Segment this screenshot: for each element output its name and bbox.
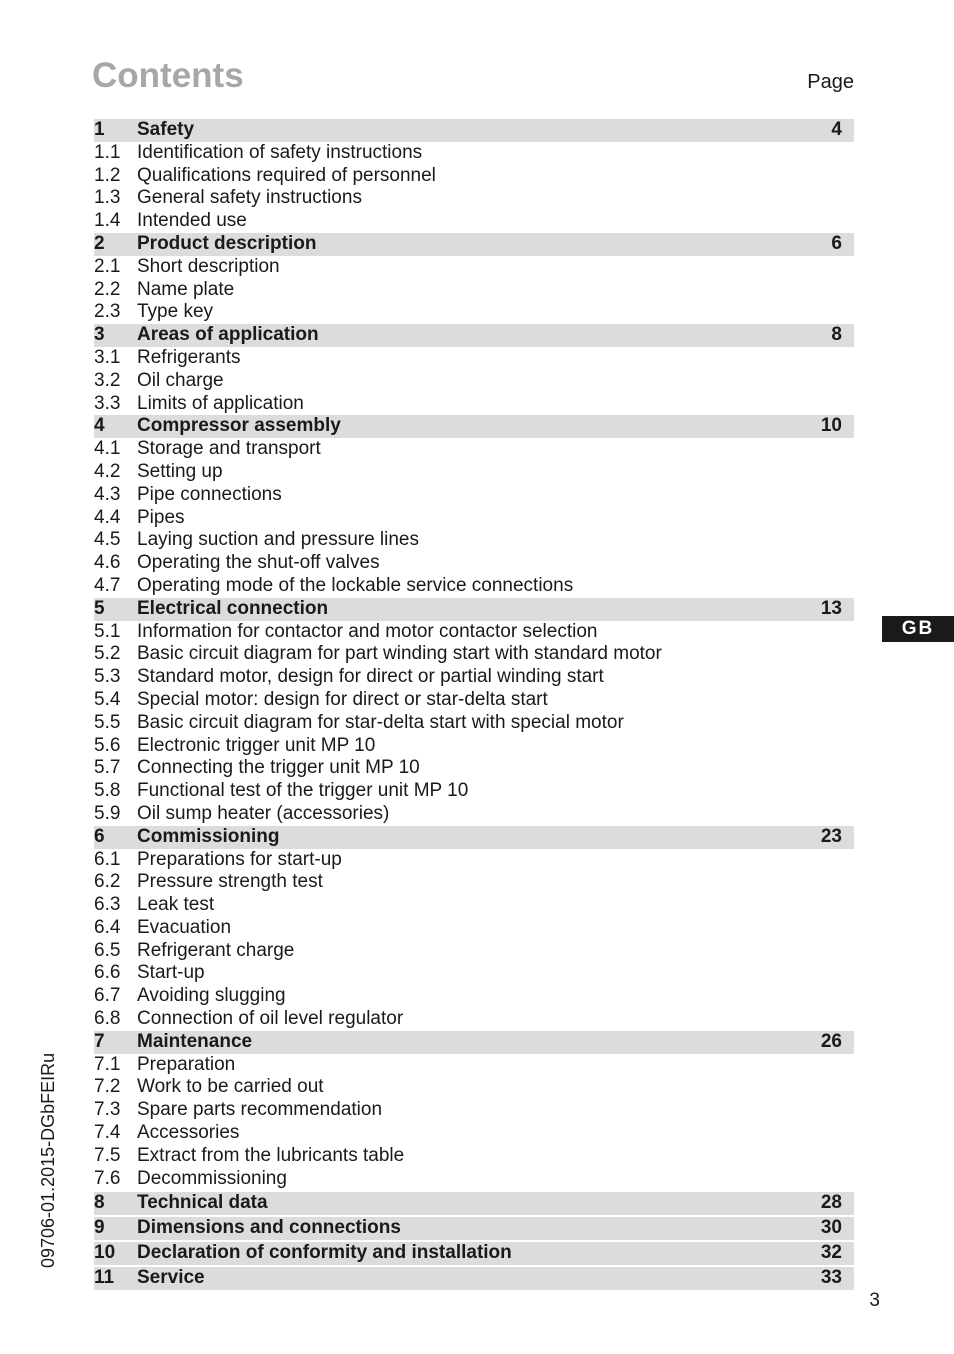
toc-subsection-row[interactable]	[94, 689, 854, 712]
toc-subsection-title: Identification of safety instructions	[137, 141, 423, 163]
toc-subsection-row[interactable]	[94, 1122, 854, 1145]
toc-subsection-number: 7.6	[94, 1167, 121, 1189]
toc-subsection-number: 4.6	[94, 552, 121, 574]
toc-subsection-title: Preparation	[137, 1053, 236, 1075]
toc-subsection-number: 1.2	[94, 164, 121, 186]
toc-subsection-title: Preparations for start-up	[137, 848, 342, 870]
toc-subsection-title: Basic circuit diagram for part winding start with standard motor	[137, 643, 662, 665]
toc-section-row[interactable]	[94, 324, 854, 347]
toc-subsection-title: Operating the shut-off valves	[137, 552, 380, 574]
page-title: Contents	[92, 56, 244, 95]
toc-subsection-row[interactable]	[94, 142, 854, 165]
toc-subsection-title: Decommissioning	[137, 1167, 287, 1189]
toc-section-page: 33	[820, 1266, 842, 1288]
toc-section-page: 10	[820, 415, 842, 437]
toc-subsection-row[interactable]	[94, 256, 854, 279]
toc-subsection-title: Information for contactor and motor contactor selection	[137, 620, 598, 642]
toc-subsection-title: Setting up	[137, 460, 223, 482]
toc-subsection-number: 5.8	[94, 780, 121, 802]
toc-subsection-number: 4.7	[94, 574, 121, 596]
toc-subsection-title: Accessories	[137, 1122, 240, 1144]
toc-subsection-title: Start-up	[137, 962, 205, 984]
toc-subsection-number: 5.9	[94, 802, 121, 824]
toc-section-title: Product description	[137, 232, 317, 254]
toc-section-number: 4	[94, 415, 105, 437]
toc-subsection-row[interactable]	[94, 279, 854, 302]
page-column-label: Page	[807, 71, 854, 93]
toc-subsection-row[interactable]	[94, 666, 854, 689]
toc-subsection-row[interactable]	[94, 940, 854, 963]
toc-section-page: 30	[820, 1217, 842, 1239]
toc-subsection-row[interactable]	[94, 210, 854, 233]
toc-subsection-number: 6.7	[94, 985, 121, 1007]
toc-subsection-row[interactable]	[94, 735, 854, 758]
toc-subsection-number: 3.2	[94, 369, 121, 391]
toc-subsection-number: 5.7	[94, 757, 121, 779]
toc-subsection-row[interactable]	[94, 301, 854, 324]
toc-section-page: 8	[831, 324, 842, 346]
toc-subsection-row[interactable]	[94, 1145, 854, 1168]
toc-subsection-number: 6.8	[94, 1008, 121, 1030]
toc-subsection-title: Standard motor, design for direct or partial winding start	[137, 666, 604, 688]
toc-subsection-row[interactable]	[94, 507, 854, 530]
toc-section-number: 11	[94, 1266, 115, 1288]
page-number: 3	[869, 1290, 880, 1311]
toc-subsection-row[interactable]	[94, 1076, 854, 1099]
toc-subsection-row[interactable]	[94, 347, 854, 370]
toc-subsection-row[interactable]	[94, 917, 854, 940]
toc-subsection-number: 4.2	[94, 460, 121, 482]
toc-subsection-number: 6.4	[94, 916, 121, 938]
toc-subsection-title: Spare parts recommendation	[137, 1099, 383, 1121]
toc-section-row[interactable]	[94, 1031, 854, 1054]
toc-subsection-title: Intended use	[137, 210, 247, 232]
toc-subsection-number: 7.5	[94, 1144, 121, 1166]
toc-section-number: 10	[94, 1242, 116, 1264]
toc-subsection-row[interactable]	[94, 849, 854, 872]
toc-section-page: 4	[831, 119, 842, 140]
toc-subsection-title: Refrigerant charge	[137, 939, 295, 961]
toc-subsection-row[interactable]	[94, 575, 854, 598]
toc-section-page: 23	[820, 825, 842, 847]
toc-subsection-row[interactable]	[94, 484, 854, 507]
toc-subsection-number: 6.2	[94, 871, 121, 893]
toc-subsection-row[interactable]	[94, 757, 854, 780]
toc-section-page: 28	[820, 1192, 842, 1214]
toc-section-page: 32	[820, 1242, 842, 1264]
toc-subsection-row[interactable]	[94, 529, 854, 552]
toc-section-row[interactable]	[94, 1267, 854, 1290]
toc-subsection-number: 7.3	[94, 1099, 121, 1121]
toc-subsection-number: 2.2	[94, 278, 121, 300]
toc-subsection-number: 6.3	[94, 894, 121, 916]
toc-subsection-number: 1.3	[94, 187, 121, 209]
toc-subsection-row[interactable]	[94, 438, 854, 461]
toc-subsection-title: Storage and transport	[137, 438, 321, 460]
toc-section-title: Electrical connection	[137, 597, 329, 619]
toc-section-row[interactable]	[94, 826, 854, 849]
toc-subsection-title: Laying suction and pressure lines	[137, 529, 420, 551]
toc-subsection-number: 7.1	[94, 1053, 121, 1075]
toc-subsection-row[interactable]	[94, 1008, 854, 1031]
toc-subsection-number: 4.3	[94, 483, 121, 505]
toc-section-number: 5	[94, 597, 105, 619]
toc-section-number: 3	[94, 324, 105, 346]
toc-subsection-title: General safety instructions	[137, 187, 362, 209]
toc-section-row[interactable]	[94, 1192, 854, 1215]
toc-section-title: Dimensions and connections	[137, 1217, 401, 1239]
toc-subsection-number: 7.2	[94, 1076, 121, 1098]
toc-subsection-row[interactable]	[94, 780, 854, 803]
toc-section-title: Service	[137, 1266, 205, 1288]
toc-subsection-row[interactable]	[94, 1054, 854, 1077]
toc-subsection-number: 4.5	[94, 529, 121, 551]
toc-section-title: Declaration of conformity and installation	[137, 1242, 512, 1264]
toc-subsection-title: Electronic trigger unit MP 10	[137, 734, 376, 756]
toc-section-row[interactable]	[94, 1217, 854, 1240]
toc-subsection-row[interactable]	[94, 393, 854, 416]
toc-section-number: 6	[94, 825, 105, 847]
toc-subsection-title: Name plate	[137, 278, 235, 300]
toc-section-row[interactable]	[94, 598, 854, 621]
toc-subsection-row[interactable]	[94, 985, 854, 1008]
toc-section-page: 6	[831, 232, 842, 254]
toc-section-number: 7	[94, 1030, 105, 1052]
toc-subsection-number: 5.1	[94, 620, 121, 642]
toc-subsection-number: 5.5	[94, 711, 121, 733]
toc-subsection-title: Limits of application	[137, 392, 304, 414]
toc-subsection-number: 1.4	[94, 210, 121, 232]
toc-subsection-row[interactable]	[94, 187, 854, 210]
toc-subsection-row[interactable]	[94, 894, 854, 917]
toc-section-page: 13	[820, 597, 842, 619]
toc-subsection-title: Oil sump heater (accessories)	[137, 802, 390, 824]
toc-subsection-title: Oil charge	[137, 369, 224, 391]
toc-subsection-row[interactable]	[94, 643, 854, 666]
toc-subsection-row[interactable]	[94, 871, 854, 894]
toc-subsection-title: Work to be carried out	[137, 1076, 324, 1098]
toc-section-title: Areas of application	[137, 324, 319, 346]
toc-subsection-title: Pressure strength test	[137, 871, 323, 893]
toc-subsection-title: Avoiding slugging	[137, 985, 286, 1007]
toc-subsection-number: 2.1	[94, 255, 121, 277]
document-code: 09706-01.2015-DGbFEIRu	[38, 1052, 58, 1268]
toc-subsection-number: 6.1	[94, 848, 121, 870]
toc-subsection-number: 3.1	[94, 346, 121, 368]
toc-subsection-number: 5.6	[94, 734, 121, 756]
toc-subsection-title: Short description	[137, 255, 280, 277]
toc-subsection-title: Extract from the lubricants table	[137, 1144, 405, 1166]
toc-section-row[interactable]	[94, 415, 854, 438]
toc-section-row[interactable]	[94, 233, 854, 256]
toc-subsection-row[interactable]	[94, 962, 854, 985]
toc-subsection-number: 7.4	[94, 1122, 121, 1144]
toc-section-number: 2	[94, 232, 105, 254]
toc-section-page: 26	[820, 1030, 842, 1052]
toc-subsection-title: Operating mode of the lockable service connections	[137, 574, 574, 596]
toc-subsection-title: Pipe connections	[137, 483, 282, 505]
toc-subsection-title: Pipes	[137, 506, 185, 528]
toc-subsection-number: 5.3	[94, 666, 121, 688]
toc-subsection-title: Qualifications required of personnel	[137, 164, 436, 186]
toc-section-number: 1	[94, 119, 105, 140]
toc-subsection-title: Leak test	[137, 894, 215, 916]
toc-subsection-row[interactable]	[94, 461, 854, 484]
toc-subsection-number: 3.3	[94, 392, 121, 414]
language-tab: GB	[882, 616, 954, 642]
toc-subsection-number: 5.2	[94, 643, 121, 665]
toc-section-title: Technical data	[137, 1192, 268, 1214]
table-of-contents	[94, 119, 854, 1290]
toc-section-row[interactable]	[94, 119, 854, 142]
toc-subsection-title: Connection of oil level regulator	[137, 1008, 404, 1030]
toc-subsection-number: 6.5	[94, 939, 121, 961]
toc-subsection-title: Type key	[137, 301, 214, 323]
toc-subsection-row[interactable]	[94, 1099, 854, 1122]
toc-subsection-title: Refrigerants	[137, 346, 241, 368]
toc-section-title: Commissioning	[137, 825, 280, 847]
toc-subsection-row[interactable]	[94, 1168, 854, 1191]
toc-subsection-number: 4.1	[94, 438, 121, 460]
toc-subsection-title: Basic circuit diagram for star-delta start with special motor	[137, 711, 624, 733]
toc-subsection-number: 4.4	[94, 506, 121, 528]
toc-section-number: 9	[94, 1217, 105, 1239]
toc-section-title: Compressor assembly	[137, 415, 341, 437]
toc-section-number: 8	[94, 1192, 105, 1214]
toc-subsection-row[interactable]	[94, 712, 854, 735]
toc-subsection-number: 6.6	[94, 962, 121, 984]
toc-section-title: Maintenance	[137, 1030, 253, 1052]
toc-section-row[interactable]	[94, 1242, 854, 1265]
toc-subsection-title: Connecting the trigger unit MP 10	[137, 757, 420, 779]
toc-subsection-row[interactable]	[94, 621, 854, 644]
toc-subsection-row[interactable]	[94, 165, 854, 188]
toc-subsection-number: 1.1	[94, 141, 121, 163]
toc-subsection-row[interactable]	[94, 370, 854, 393]
toc-subsection-number: 5.4	[94, 688, 121, 710]
toc-section-title: Safety	[137, 119, 195, 140]
toc-subsection-row[interactable]	[94, 552, 854, 575]
toc-subsection-title: Special motor: design for direct or star-delta start	[137, 688, 548, 710]
toc-subsection-row[interactable]	[94, 803, 854, 826]
toc-subsection-title: Functional test of the trigger unit MP 10	[137, 780, 469, 802]
toc-subsection-number: 2.3	[94, 301, 121, 323]
toc-subsection-title: Evacuation	[137, 916, 232, 938]
